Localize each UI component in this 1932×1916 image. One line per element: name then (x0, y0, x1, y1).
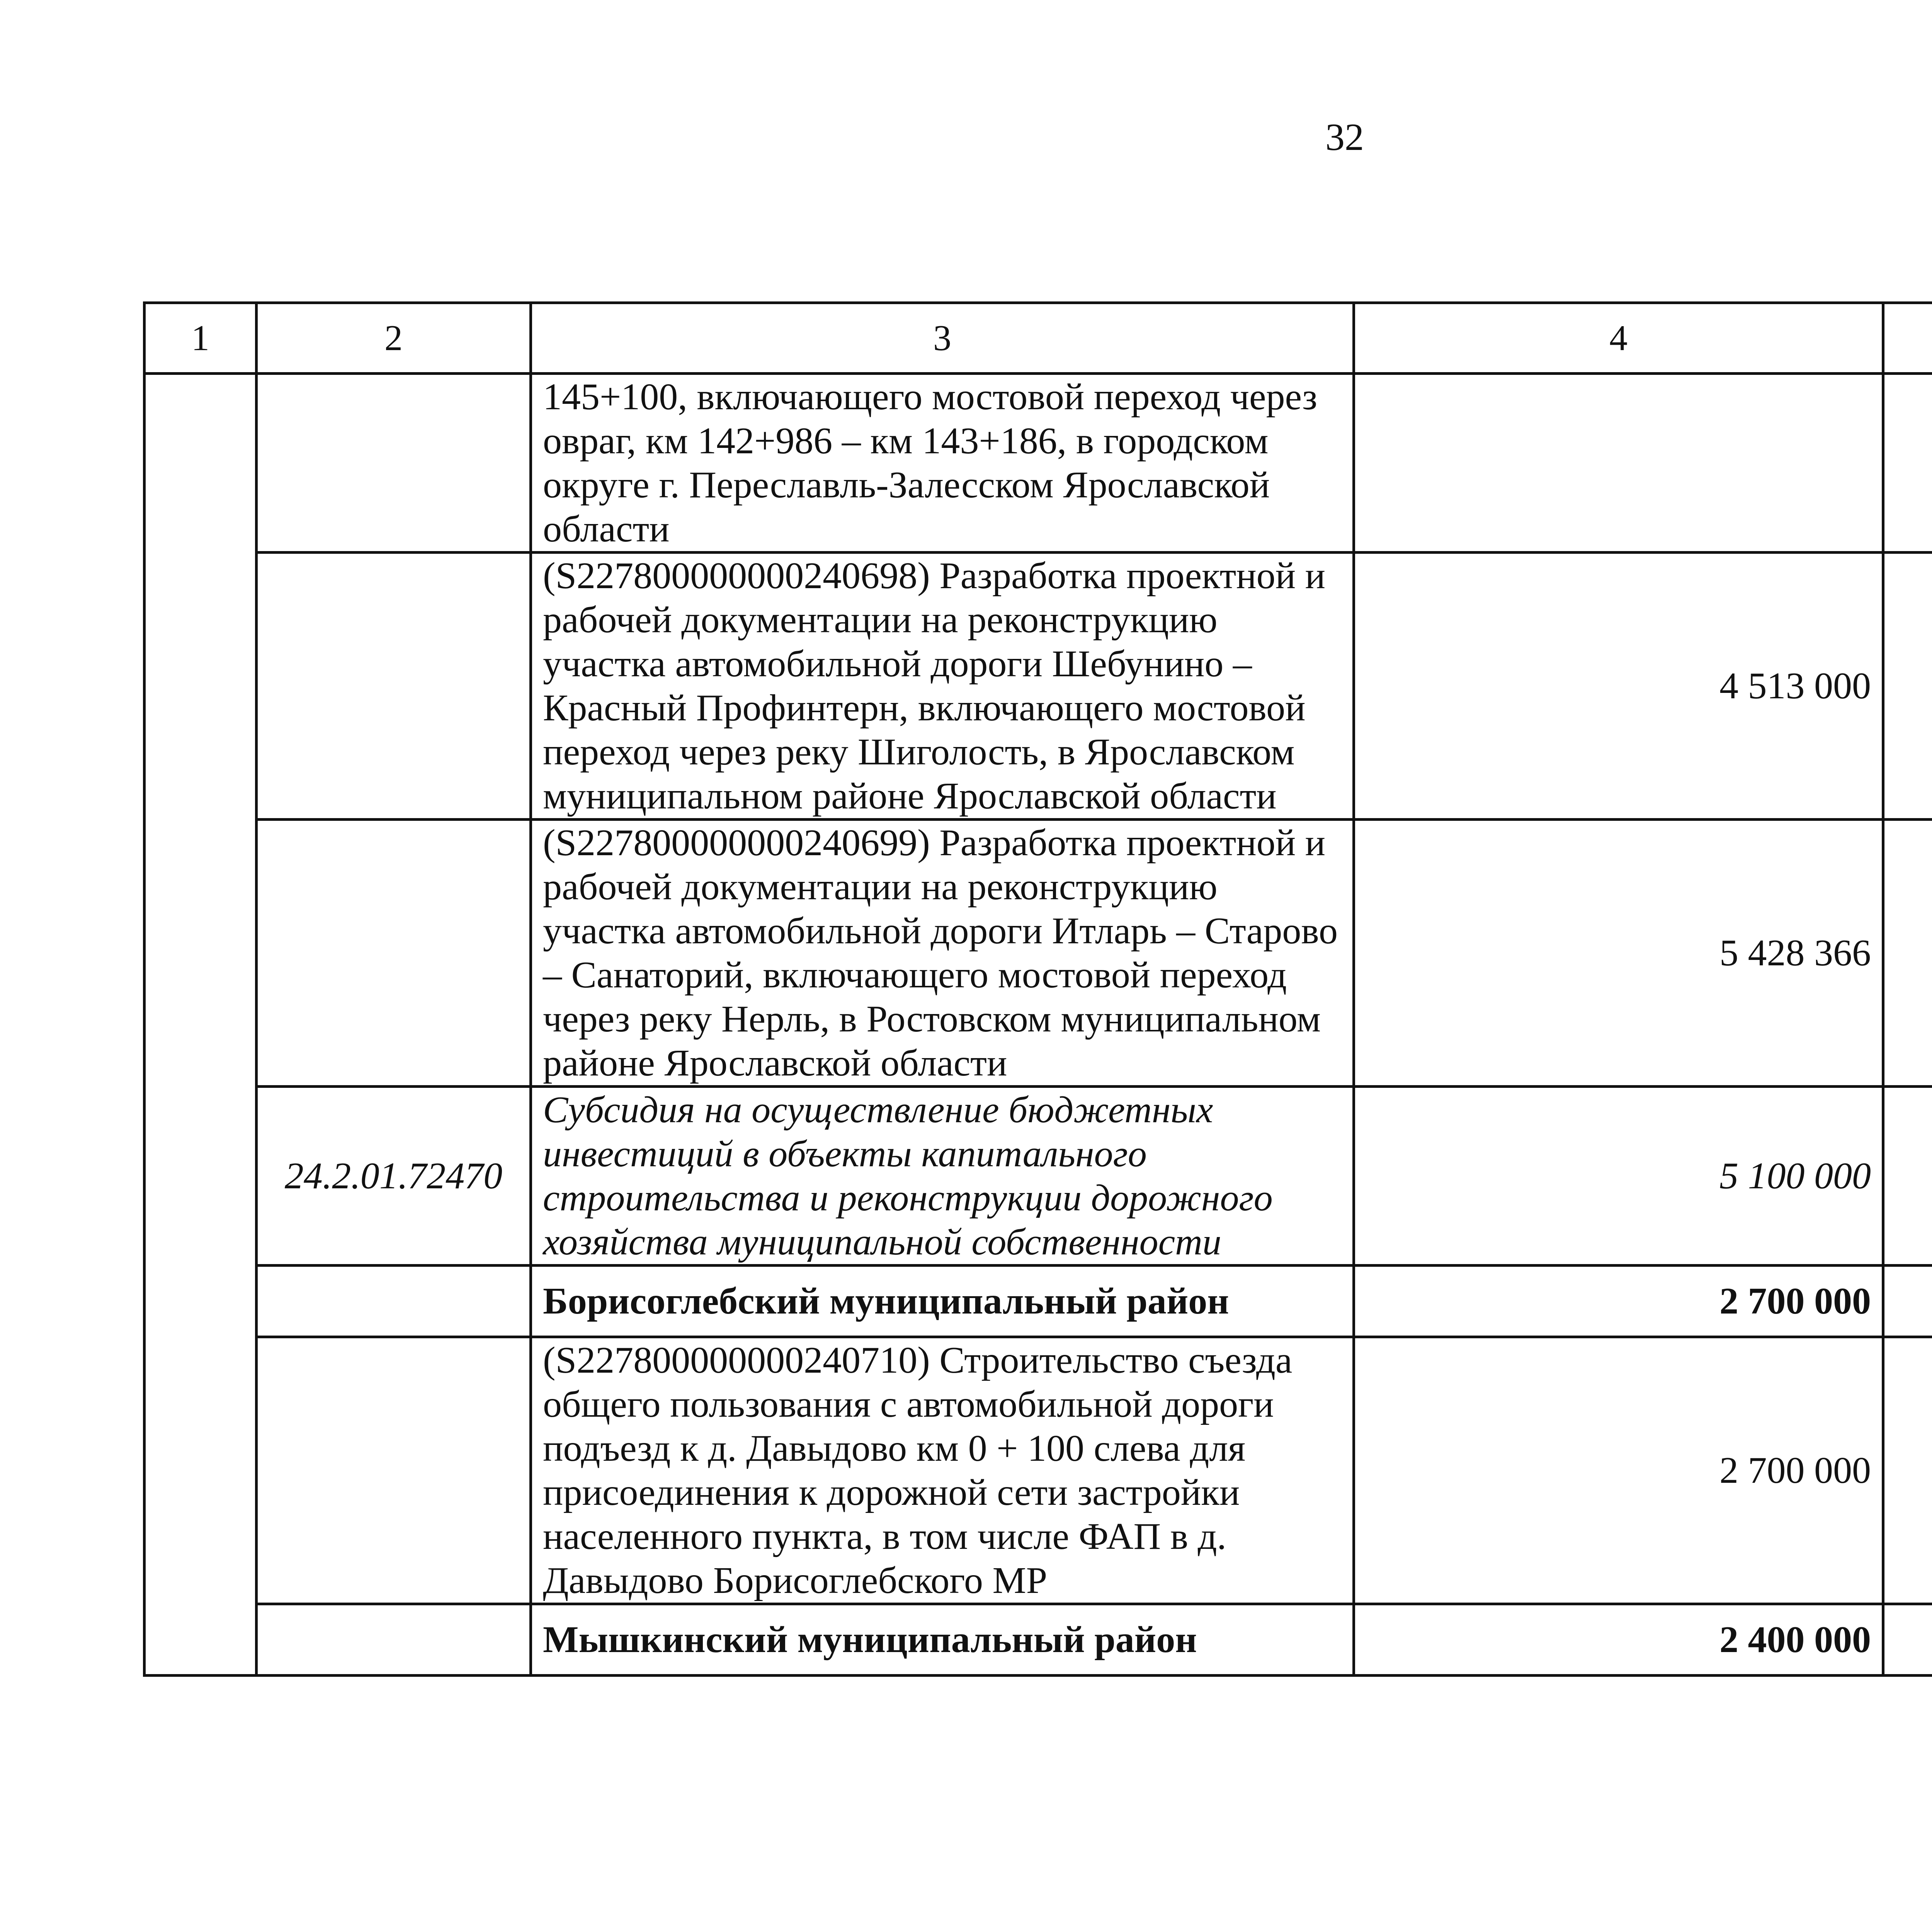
column-header: 4 (1354, 303, 1883, 374)
page-number: 32 (1325, 116, 1364, 158)
table-row (145, 374, 1932, 553)
column-5-cell (1883, 1337, 1932, 1604)
table-row (145, 1266, 1932, 1337)
description-cell: (S227800000000240710) Строительство съезда общего пользования с автомобильной дороги подъезд к д. Давыдово км 0 + 100 слева для присоединения к дорожной сети застройки населенного пункта, в том числе ФАП в д. Давыдово Борисоглебского МР (531, 1337, 1354, 1604)
column-4-cell: 5 100 000 (1354, 1087, 1883, 1266)
column-1-cell (145, 374, 257, 1676)
column-4-cell: 2 400 000 (1354, 1604, 1883, 1676)
table-header-row (145, 303, 1932, 374)
description-cell: (S227800000000240698) Разработка проектной и рабочей документации на реконструкцию участка автомобильной дороги Шебунино – Красный Профинтерн, включающего мостовой переход через реку Шиголость, в Ярославском муниципальном районе Ярославской области (531, 553, 1354, 820)
column-header: 2 (257, 303, 531, 374)
column-4-cell: 2 700 000 (1354, 1266, 1883, 1337)
table-row (145, 820, 1932, 1087)
description-cell: Субсидия на осуществление бюджетных инвестиций в объекты капитального строительства и реконструкции дорожного хозяйства муниципальной собственности (531, 1087, 1354, 1266)
column-header: 1 (145, 303, 257, 374)
code-cell (257, 1337, 531, 1604)
description-cell: (S227800000000240699) Разработка проектной и рабочей документации на реконструкцию участка автомобильной дороги Итларь – Старово – Санаторий, включающего мостовой переход через реку Нерль, в Ростовском муниципальном районе Ярославской области (531, 820, 1354, 1087)
column-5-cell (1883, 1604, 1932, 1676)
description-cell: Мышкинский муниципальный район (531, 1604, 1354, 1676)
table-row (145, 1337, 1932, 1604)
column-4-cell: 5 428 366 (1354, 820, 1883, 1087)
budget-table (143, 301, 1932, 1677)
column-5-cell (1883, 1266, 1932, 1337)
column-header (1883, 303, 1932, 374)
column-5-cell (1883, 374, 1932, 553)
table-row (145, 553, 1932, 820)
table-row (145, 1604, 1932, 1676)
code-cell (257, 374, 531, 553)
column-4-cell (1354, 374, 1883, 553)
column-5-cell (1883, 1087, 1932, 1266)
code-cell: 24.2.01.72470 (257, 1087, 531, 1266)
column-header: 3 (531, 303, 1354, 374)
description-cell: 145+100, включающего мостовой переход через овраг, км 142+986 – км 143+186, в городском округе г. Переславль-Залесском Ярославской области (531, 374, 1354, 553)
column-4-cell: 2 700 000 (1354, 1337, 1883, 1604)
code-cell (257, 1266, 531, 1337)
column-5-cell (1883, 820, 1932, 1087)
table-row (145, 1087, 1932, 1266)
code-cell (257, 1604, 531, 1676)
column-4-cell: 4 513 000 (1354, 553, 1883, 820)
description-cell: Борисоглебский муниципальный район (531, 1266, 1354, 1337)
code-cell (257, 820, 531, 1087)
code-cell (257, 553, 531, 820)
column-5-cell (1883, 553, 1932, 820)
